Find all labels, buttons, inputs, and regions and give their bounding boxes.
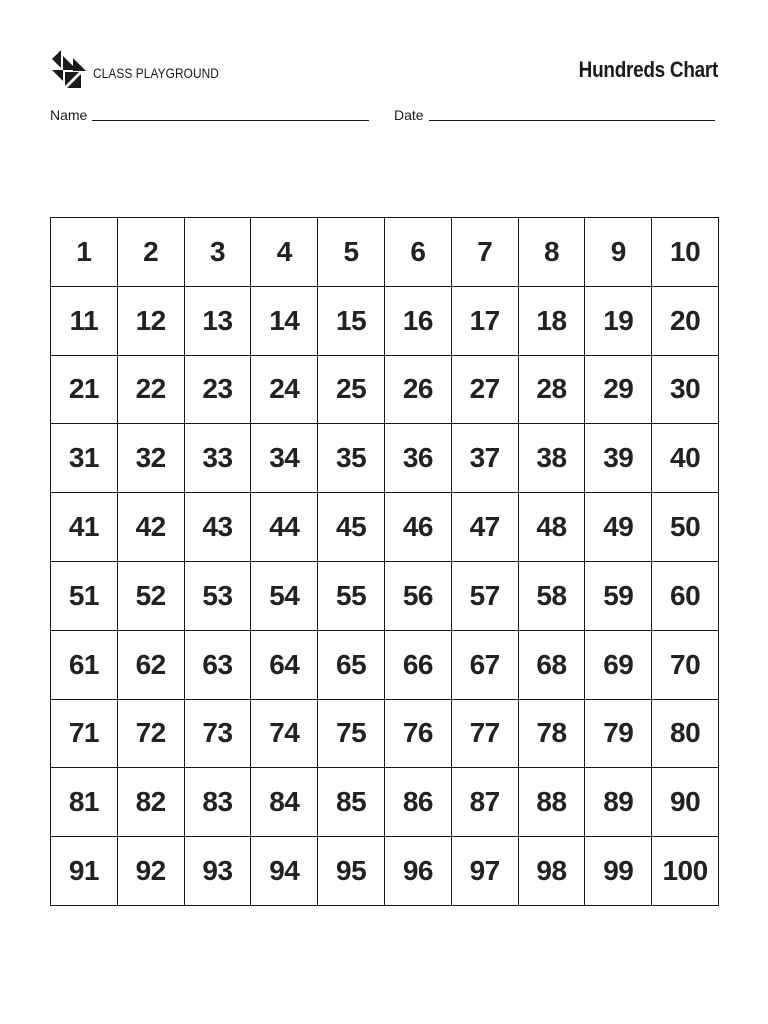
grid-cell-86: 86 <box>385 768 452 837</box>
grid-cell-29: 29 <box>585 356 652 425</box>
grid-cell-74: 74 <box>251 700 318 769</box>
grid-cell-87: 87 <box>452 768 519 837</box>
grid-cell-9: 9 <box>585 218 652 287</box>
grid-cell-48: 48 <box>519 493 586 562</box>
grid-cell-49: 49 <box>585 493 652 562</box>
grid-cell-71: 71 <box>51 700 118 769</box>
grid-cell-19: 19 <box>585 287 652 356</box>
page-title: Hundreds Chart <box>578 57 718 82</box>
grid-cell-46: 46 <box>385 493 452 562</box>
grid-cell-39: 39 <box>585 424 652 493</box>
grid-cell-17: 17 <box>452 287 519 356</box>
grid-cell-75: 75 <box>318 700 385 769</box>
grid-cell-20: 20 <box>652 287 719 356</box>
grid-cell-43: 43 <box>185 493 252 562</box>
grid-cell-37: 37 <box>452 424 519 493</box>
grid-cell-92: 92 <box>118 837 185 906</box>
grid-cell-98: 98 <box>519 837 586 906</box>
grid-cell-68: 68 <box>519 631 586 700</box>
grid-cell-66: 66 <box>385 631 452 700</box>
grid-cell-42: 42 <box>118 493 185 562</box>
grid-cell-26: 26 <box>385 356 452 425</box>
grid-cell-83: 83 <box>185 768 252 837</box>
grid-cell-55: 55 <box>318 562 385 631</box>
grid-cell-56: 56 <box>385 562 452 631</box>
grid-cell-35: 35 <box>318 424 385 493</box>
grid-cell-69: 69 <box>585 631 652 700</box>
grid-cell-85: 85 <box>318 768 385 837</box>
grid-cell-96: 96 <box>385 837 452 906</box>
grid-cell-44: 44 <box>251 493 318 562</box>
grid-cell-50: 50 <box>652 493 719 562</box>
grid-cell-65: 65 <box>318 631 385 700</box>
grid-cell-13: 13 <box>185 287 252 356</box>
name-field <box>50 107 369 123</box>
grid-cell-16: 16 <box>385 287 452 356</box>
grid-cell-94: 94 <box>251 837 318 906</box>
grid-cell-54: 54 <box>251 562 318 631</box>
grid-cell-47: 47 <box>452 493 519 562</box>
grid-cell-21: 21 <box>51 356 118 425</box>
grid-cell-64: 64 <box>251 631 318 700</box>
grid-cell-14: 14 <box>251 287 318 356</box>
name-label: Name <box>50 107 88 123</box>
grid-cell-25: 25 <box>318 356 385 425</box>
grid-cell-38: 38 <box>519 424 586 493</box>
grid-cell-79: 79 <box>585 700 652 769</box>
grid-cell-52: 52 <box>118 562 185 631</box>
grid-cell-18: 18 <box>519 287 586 356</box>
grid-cell-58: 58 <box>519 562 586 631</box>
grid-cell-73: 73 <box>185 700 252 769</box>
grid-cell-33: 33 <box>185 424 252 493</box>
grid-cell-15: 15 <box>318 287 385 356</box>
hundreds-grid <box>50 217 719 906</box>
grid-cell-76: 76 <box>385 700 452 769</box>
grid-cell-10: 10 <box>652 218 719 287</box>
grid-cell-89: 89 <box>585 768 652 837</box>
grid-cell-1: 1 <box>51 218 118 287</box>
grid-cell-3: 3 <box>185 218 252 287</box>
date-write-line[interactable] <box>429 108 715 121</box>
grid-cell-59: 59 <box>585 562 652 631</box>
grid-cell-72: 72 <box>118 700 185 769</box>
grid-cell-95: 95 <box>318 837 385 906</box>
grid-cell-27: 27 <box>452 356 519 425</box>
grid-cell-45: 45 <box>318 493 385 562</box>
grid-cell-2: 2 <box>118 218 185 287</box>
grid-cell-63: 63 <box>185 631 252 700</box>
grid-cell-31: 31 <box>51 424 118 493</box>
grid-cell-61: 61 <box>51 631 118 700</box>
brand <box>51 50 236 90</box>
grid-cell-41: 41 <box>51 493 118 562</box>
grid-cell-67: 67 <box>452 631 519 700</box>
grid-cell-80: 80 <box>652 700 719 769</box>
brand-name: CLASS PLAYGROUND <box>93 65 219 81</box>
grid-cell-32: 32 <box>118 424 185 493</box>
grid-cell-36: 36 <box>385 424 452 493</box>
grid-cell-28: 28 <box>519 356 586 425</box>
grid-cell-7: 7 <box>452 218 519 287</box>
grid-cell-11: 11 <box>51 287 118 356</box>
grid-cell-5: 5 <box>318 218 385 287</box>
grid-cell-81: 81 <box>51 768 118 837</box>
grid-cell-57: 57 <box>452 562 519 631</box>
tangram-arrow-logo-icon <box>51 50 87 90</box>
grid-cell-93: 93 <box>185 837 252 906</box>
grid-cell-97: 97 <box>452 837 519 906</box>
grid-cell-99: 99 <box>585 837 652 906</box>
grid-cell-91: 91 <box>51 837 118 906</box>
grid-cell-8: 8 <box>519 218 586 287</box>
date-field <box>394 107 715 123</box>
grid-cell-62: 62 <box>118 631 185 700</box>
grid-cell-4: 4 <box>251 218 318 287</box>
grid-cell-51: 51 <box>51 562 118 631</box>
grid-cell-53: 53 <box>185 562 252 631</box>
grid-cell-24: 24 <box>251 356 318 425</box>
grid-cell-82: 82 <box>118 768 185 837</box>
date-label: Date <box>394 107 424 123</box>
grid-cell-30: 30 <box>652 356 719 425</box>
grid-cell-84: 84 <box>251 768 318 837</box>
grid-cell-34: 34 <box>251 424 318 493</box>
grid-cell-23: 23 <box>185 356 252 425</box>
grid-cell-22: 22 <box>118 356 185 425</box>
grid-cell-60: 60 <box>652 562 719 631</box>
grid-cell-78: 78 <box>519 700 586 769</box>
grid-cell-6: 6 <box>385 218 452 287</box>
grid-cell-77: 77 <box>452 700 519 769</box>
grid-cell-100: 100 <box>652 837 719 906</box>
grid-cell-88: 88 <box>519 768 586 837</box>
grid-cell-40: 40 <box>652 424 719 493</box>
grid-cell-90: 90 <box>652 768 719 837</box>
name-write-line[interactable] <box>92 108 369 121</box>
grid-cell-70: 70 <box>652 631 719 700</box>
grid-cell-12: 12 <box>118 287 185 356</box>
